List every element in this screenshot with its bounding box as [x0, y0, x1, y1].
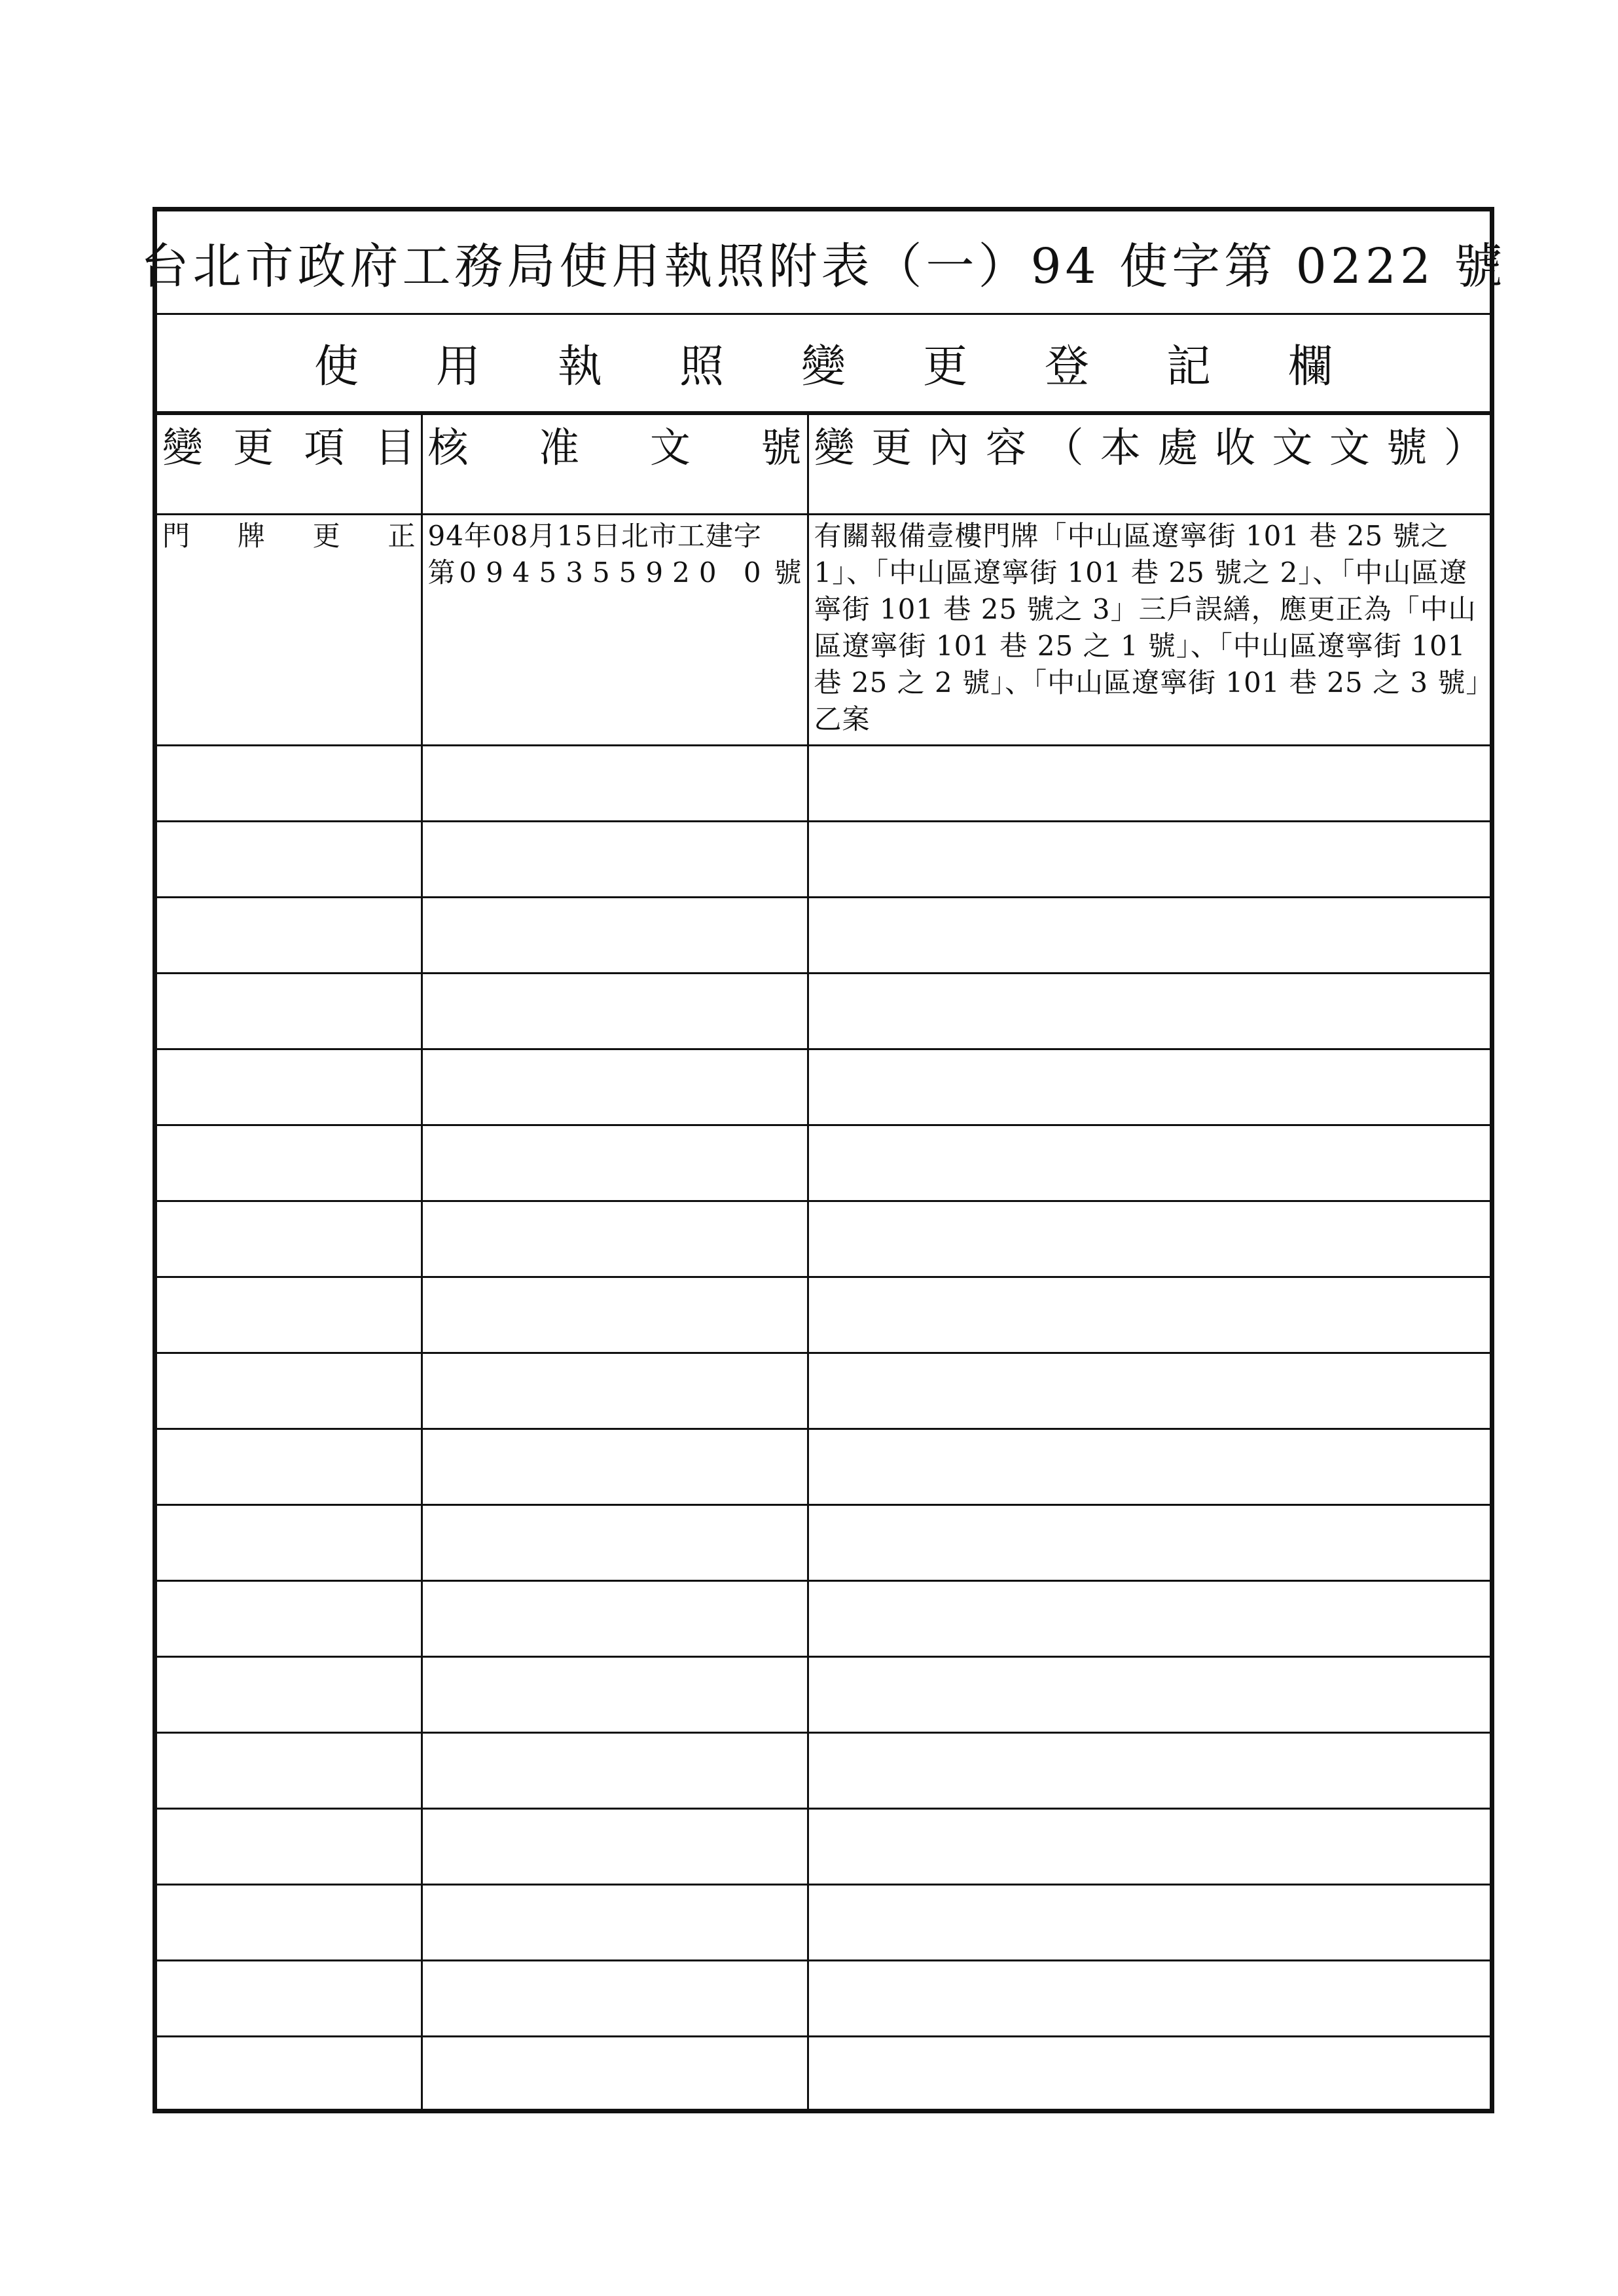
table-row — [157, 1049, 1490, 1125]
table-row — [157, 898, 1490, 974]
empty-cell — [157, 1125, 422, 1201]
table-row — [157, 2037, 1490, 2112]
empty-cell — [808, 1657, 1490, 1733]
entry-item: 門 牌 更 正 — [162, 520, 416, 552]
table-row — [157, 1125, 1490, 1201]
empty-cell — [157, 1353, 422, 1429]
empty-cell — [157, 1885, 422, 1961]
empty-cell — [157, 1277, 422, 1353]
table-row — [157, 974, 1490, 1049]
empty-cell — [157, 974, 422, 1049]
empty-cell — [422, 974, 808, 1049]
empty-cell — [808, 1733, 1490, 1809]
empty-cell — [808, 898, 1490, 974]
table-row — [157, 1581, 1490, 1657]
entry-approval-prefix: 第 — [427, 556, 456, 589]
empty-cell — [422, 1505, 808, 1581]
empty-cell — [422, 898, 808, 974]
empty-cell — [808, 1505, 1490, 1581]
table-row — [157, 1353, 1490, 1429]
empty-cell — [808, 822, 1490, 898]
empty-cell — [157, 1049, 422, 1125]
empty-cell — [422, 1049, 808, 1125]
empty-cell — [422, 1809, 808, 1885]
empty-cell — [422, 1125, 808, 1201]
entry-content-cell — [808, 515, 1490, 746]
empty-cell — [157, 1733, 422, 1809]
table-row — [157, 1885, 1490, 1961]
empty-cell — [422, 1353, 808, 1429]
table-row — [157, 746, 1490, 822]
header-approval — [422, 414, 808, 515]
table-row — [157, 822, 1490, 898]
table-row — [157, 1277, 1490, 1353]
empty-cell — [157, 822, 422, 898]
table-row — [157, 1201, 1490, 1277]
header-content — [808, 414, 1490, 515]
table-row — [157, 1733, 1490, 1809]
empty-cell — [422, 746, 808, 822]
form-subtitle: 使用執照變更登記欄 — [314, 341, 1410, 393]
table-row — [157, 1961, 1490, 2037]
table-header-row — [157, 414, 1490, 515]
empty-cell — [808, 746, 1490, 822]
entry-content: 有關報備壹樓門牌「中山區遼寧街 101 巷 25 號之 1」、「中山區遼寧街 101 巷 25 號之 2」、「中山區遼寧街 101 巷 25 號之 3」三戶誤繕，應更正為「中山區遼寧街 101 巷 25 之 1 號」、「中山區遼寧街 101 巷 25 之 2 號」、「中山區遼寧街 101 巷 25 之 3 號」乙案 — [814, 520, 1481, 735]
empty-cell — [808, 1429, 1490, 1505]
empty-cell — [157, 1657, 422, 1733]
empty-cell — [808, 1961, 1490, 2037]
table-row — [157, 1505, 1490, 1581]
empty-cell — [157, 1809, 422, 1885]
empty-cell — [422, 822, 808, 898]
empty-cell — [157, 1505, 422, 1581]
empty-cell — [422, 1201, 808, 1277]
empty-cell — [808, 2037, 1490, 2112]
change-register-table — [157, 413, 1490, 2111]
empty-cell — [808, 1885, 1490, 1961]
form-title-row — [140, 211, 1507, 315]
empty-cell — [157, 1201, 422, 1277]
empty-cell — [422, 1277, 808, 1353]
table-row — [157, 1809, 1490, 1885]
empty-cell — [422, 1657, 808, 1733]
empty-cell — [157, 1581, 422, 1657]
form-subtitle-row — [157, 315, 1490, 413]
empty-cell — [157, 1961, 422, 2037]
empty-cell — [808, 1353, 1490, 1429]
entry-approval-number: 0945355920 0 — [459, 556, 770, 589]
empty-cell — [808, 1201, 1490, 1277]
empty-cell — [808, 1049, 1490, 1125]
empty-cell — [808, 1277, 1490, 1353]
empty-cell — [157, 746, 422, 822]
empty-cell — [157, 1429, 422, 1505]
empty-cell — [422, 1429, 808, 1505]
entry-item-cell — [157, 515, 422, 746]
empty-cell — [422, 1961, 808, 2037]
empty-cell — [422, 1581, 808, 1657]
header-approval-label: 核 准 文 號 — [427, 424, 802, 471]
empty-cell — [422, 1885, 808, 1961]
table-row — [157, 515, 1490, 746]
empty-cell — [422, 2037, 808, 2112]
empty-cell — [157, 898, 422, 974]
empty-cell — [422, 1733, 808, 1809]
entry-approval-suffix: 號 — [774, 556, 802, 589]
header-item-label: 變 更 項 目 — [162, 424, 416, 471]
entry-approval-date: 94年08月15日北市工建字 — [427, 520, 762, 552]
header-content-label: 變 更 內 容 （ 本 處 收 文 文 號 ） — [814, 424, 1484, 471]
empty-cell — [808, 1809, 1490, 1885]
empty-cell — [157, 2037, 422, 2112]
table-row — [157, 1657, 1490, 1733]
entry-approval-number-line — [428, 555, 802, 591]
entry-approval-cell — [422, 515, 808, 746]
table-row — [157, 1429, 1490, 1505]
form-title: 台北市政府工務局使用執照附表（一）94 使字第 0222 號 — [140, 238, 1507, 295]
empty-cell — [808, 1125, 1490, 1201]
empty-cell — [808, 1581, 1490, 1657]
license-attachment-form — [140, 207, 1507, 2113]
header-item — [157, 414, 422, 515]
empty-cell — [808, 974, 1490, 1049]
